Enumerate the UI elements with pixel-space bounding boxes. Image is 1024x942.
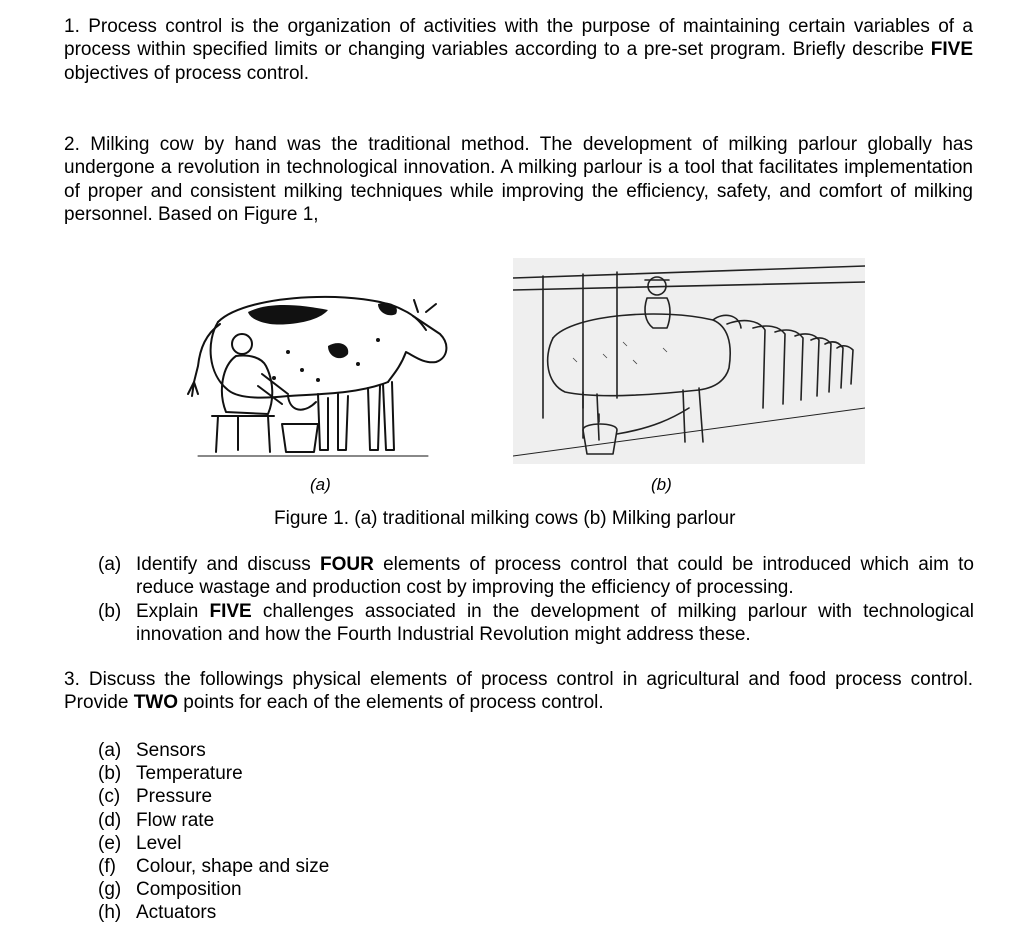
item-label: Sensors <box>136 740 206 761</box>
figure-caption: Figure 1. (a) traditional milking cows (b) Milking parlour <box>274 508 736 529</box>
item-label: Level <box>136 832 182 854</box>
question-3-emphasis: TWO <box>133 692 179 714</box>
list-item <box>98 855 974 878</box>
question-1-text-end: objectives of process control. <box>64 62 310 84</box>
hand-milking-illustration <box>178 282 450 460</box>
item-label: Pressure <box>136 786 213 808</box>
question-3-text-end: points for each of the elements of process control. <box>178 692 604 714</box>
item-label: Colour, shape and size <box>136 856 330 878</box>
list-item <box>98 878 974 901</box>
question-2-intro: 2. Milking cow by hand was the traditional method. The development of milking parlour globally has undergone a revolution in technological innovation. A milking parlour is a tool that facilitates implementation of proper and consistent milking techniques while improving the efficiency, safety, and comfort of milking personnel. Based on Figure 1, <box>64 134 973 226</box>
list-item <box>98 739 974 762</box>
item-label: Actuators <box>136 902 217 924</box>
item-text: Explain <box>136 600 210 622</box>
question-1-emphasis: FIVE <box>930 39 973 61</box>
item-marker: (g) <box>98 879 122 901</box>
figure-label-b: (b) <box>651 475 672 494</box>
list-item <box>98 600 974 647</box>
item-marker: (a) <box>98 740 122 761</box>
question-2-parts <box>98 553 974 647</box>
item-label: Composition <box>136 879 242 901</box>
list-item <box>98 553 974 600</box>
question-3 <box>64 668 973 715</box>
item-marker: (f) <box>98 856 116 878</box>
item-label: Flow rate <box>136 809 215 831</box>
item-text-end: elements of process control that could be introduced which aim to reduce wastage and production cost by improving the efficiency of processing. <box>136 554 974 599</box>
question-1-text: 1. Process control is the organization of activities with the purpose of maintaining certain variables of a process within specified limits or changing variables according to a pre-set program. Briefly describe <box>64 16 973 61</box>
item-marker: (d) <box>98 809 122 831</box>
item-marker: (b) <box>98 600 122 622</box>
question-3-text: 3. Discuss the followings physical elements of process control in agricultural and food process control. Provide <box>64 669 973 714</box>
item-marker: (h) <box>98 902 122 924</box>
figure-label-a: (a) <box>310 475 331 494</box>
item-text: Identify and discuss <box>136 554 321 575</box>
list-item <box>98 832 974 855</box>
item-marker: (c) <box>98 786 121 808</box>
item-emphasis: FOUR <box>320 554 374 575</box>
list-item <box>98 762 974 785</box>
question-1 <box>64 15 973 85</box>
item-marker: (a) <box>98 554 122 575</box>
item-marker: (e) <box>98 832 122 854</box>
item-text-end: challenges associated in the development of milking parlour with technological innovation and how the Fourth Industrial Revolution might address these. <box>136 600 974 646</box>
question-3-elements <box>98 739 974 925</box>
item-marker: (b) <box>98 763 122 785</box>
item-label: Temperature <box>136 763 243 785</box>
list-item <box>98 785 974 808</box>
milking-parlour-illustration <box>513 258 865 464</box>
list-item <box>98 901 974 924</box>
item-emphasis: FIVE <box>209 600 252 622</box>
list-item <box>98 809 974 832</box>
